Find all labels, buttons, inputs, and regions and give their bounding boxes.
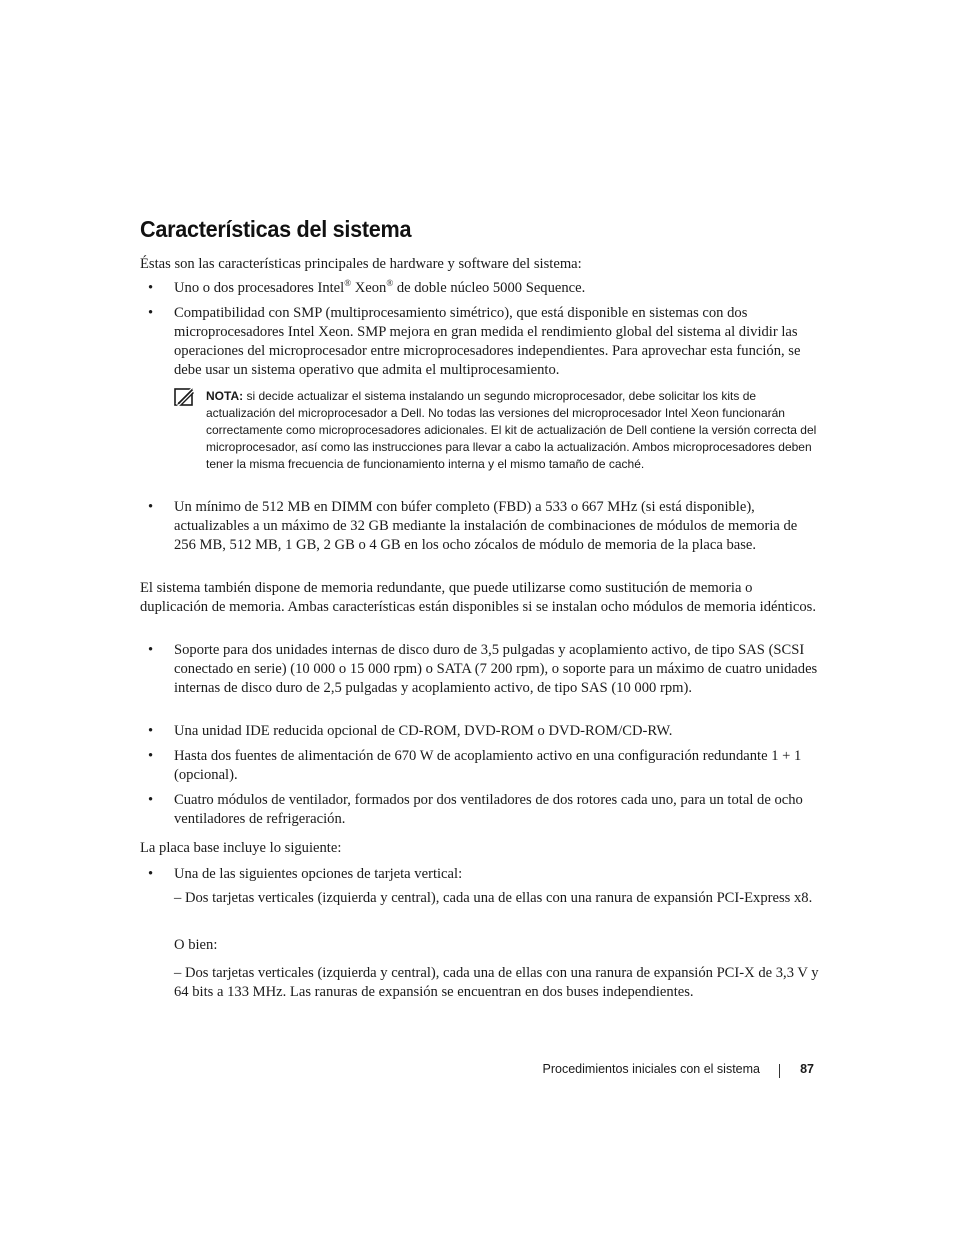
bullet-icon: • bbox=[148, 280, 154, 296]
bullet-icon: • bbox=[148, 792, 154, 808]
list-item-text: Un mínimo de 512 MB en DIMM con búfer completo (FBD) a 533 o 667 MHz (si está disponible), actualizables a un máximo de 32 GB mediante la instalación de combinaciones de módulos de memoria de 256 MB, 512 MB, 1 GB, 2 GB o 4 GB en los ocho zócalos de módulo de memoria de la placa base. bbox=[174, 499, 798, 553]
note-box bbox=[174, 388, 820, 492]
redundant-memory-paragraph: El sistema también dispone de memoria redundante, que puede utilizarse como sustitución de memoria o duplicación de memoria. Ambas características están disponibles si se instalan ocho módulos de memoria idénticos. bbox=[140, 580, 817, 615]
list-item-text: Una de las siguientes opciones de tarjeta vertical: bbox=[174, 866, 463, 882]
intro-paragraph: Éstas son las características principales de hardware y software del sistema: bbox=[140, 256, 582, 272]
registered-mark: ® bbox=[344, 278, 352, 289]
note-text bbox=[206, 388, 820, 473]
list-item-smp bbox=[140, 304, 820, 382]
list-item-riser bbox=[140, 865, 820, 885]
list-item-ide bbox=[140, 722, 820, 742]
riser-option-pcix: – Dos tarjetas verticales (izquierda y central), cada una de ellas con una ranura de expansión PCI-X de 3,3 V y 64 bits a 133 MHz. Las ranuras de expansión se encuentran en dos buses independientes. bbox=[174, 965, 819, 1000]
bullet-icon: • bbox=[148, 642, 154, 658]
riser-option-pcie: – Dos tarjetas verticales (izquierda y central), cada una de ellas con una ranura de expansión PCI-Express x8. bbox=[174, 890, 813, 906]
system-board-paragraph: La placa base incluye lo siguiente: bbox=[140, 840, 342, 856]
list-item-text: Hasta dos fuentes de alimentación de 670 W de acoplamiento activo en una configuración redundante 1 + 1 (opcional). bbox=[174, 748, 802, 783]
note-label: NOTA: bbox=[206, 389, 244, 403]
list-item-text: Cuatro módulos de ventilador, formados por dos ventiladores de dos rotores cada uno, para un total de ocho ventiladores de refrigeración. bbox=[174, 792, 803, 827]
list-item-cpu bbox=[140, 279, 820, 299]
note-body: si decide actualizar el sistema instalando un segundo microprocesador, debe solicitar los kits de actualización del microprocesador a Dell. No todas las versiones del microprocesador Intel Xeon funcionarán correctamente como microprocesadores adicionales. El kit de actualización de Dell contiene la versión correcta del microprocesador, así como las instrucciones para llevar a cabo la actualización. Ambos microprocesadores deben tener la misma frecuencia de funcionamiento interna y el mismo tamaño de caché. bbox=[206, 389, 817, 472]
list-item-memory bbox=[140, 498, 820, 576]
bullet-icon: • bbox=[148, 723, 154, 739]
footer-divider bbox=[779, 1064, 780, 1078]
list-item-text: Compatibilidad con SMP (multiprocesamiento simétrico), que está disponible en sistemas con dos microprocesadores Intel Xeon. SMP mejora en gran medida el rendimiento global del sistema al dividir las operaciones del microprocesador entre microprocesadores independientes. Para aprovechar esta función, se debe usar un sistema operativo que admita el multiprocesamiento. bbox=[174, 305, 801, 378]
list-item-disks bbox=[140, 641, 820, 719]
bullet-icon: • bbox=[148, 748, 154, 764]
list-item-text: Uno o dos procesadores Intel® Xeon® de doble núcleo 5000 Sequence. bbox=[174, 278, 586, 296]
list-item-text: Soporte para dos unidades internas de disco duro de 3,5 pulgadas y acoplamiento activo, de tipo SAS (SCSI conectado en serie) (10 000 o 15 000 rpm) o SATA (7 200 rpm), o soporte para un máximo de cuatro unidades internas de disco duro de 2,5 pulgadas y acoplamiento activo, de tipo SAS (10 000 rpm). bbox=[174, 642, 818, 696]
note-pencil-icon bbox=[174, 388, 194, 406]
footer-section-title: Procedimientos iniciales con el sistema bbox=[542, 1062, 760, 1076]
registered-mark: ® bbox=[386, 278, 394, 289]
page-number: 87 bbox=[800, 1062, 814, 1076]
riser-or-label: O bien: bbox=[174, 937, 218, 953]
page-footer bbox=[520, 1062, 814, 1082]
bullet-icon: • bbox=[148, 305, 154, 321]
list-item-power bbox=[140, 747, 820, 787]
list-item-text: Una unidad IDE reducida opcional de CD-ROM, DVD-ROM o DVD-ROM/CD-RW. bbox=[174, 723, 673, 739]
bullet-icon: • bbox=[148, 499, 154, 515]
list-item-fans bbox=[140, 791, 820, 831]
section-heading: Características del sistema bbox=[140, 216, 412, 242]
bullet-icon: • bbox=[148, 866, 154, 882]
